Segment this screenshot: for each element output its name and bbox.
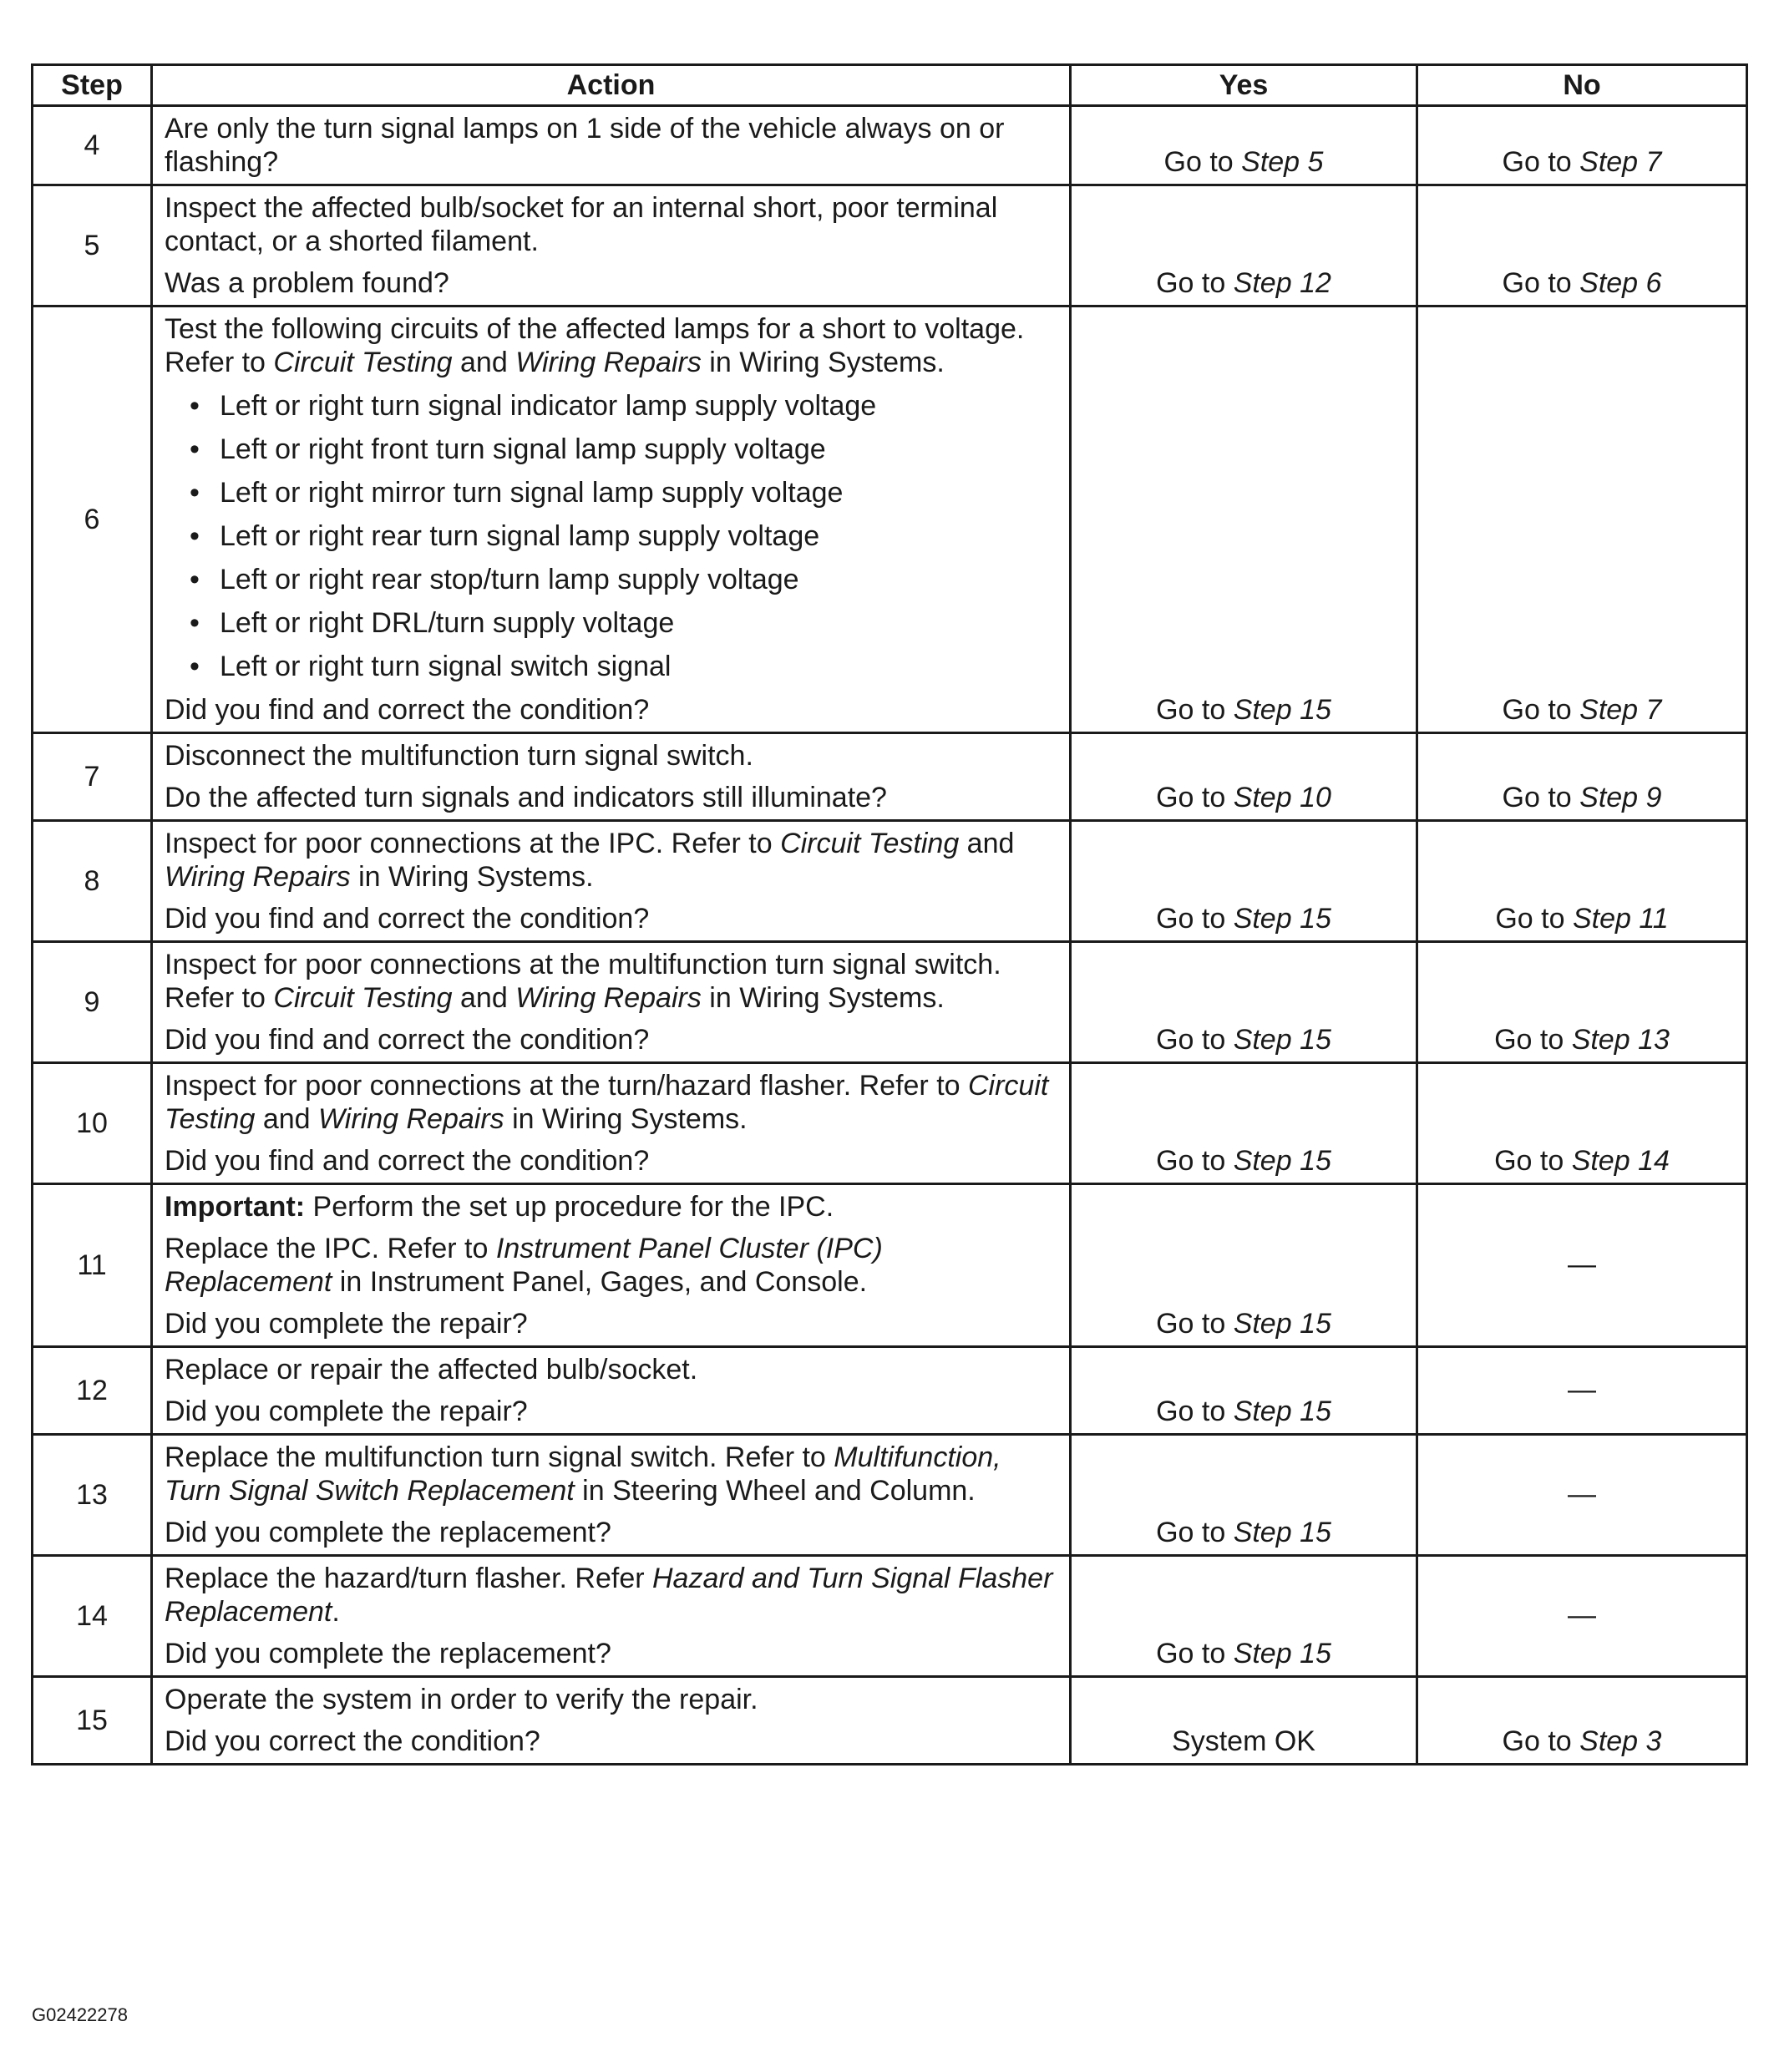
text-segment: Go to: [1502, 267, 1580, 299]
text-segment: Go to: [1494, 1024, 1572, 1056]
text-segment: Do the affected turn signals and indicators still illuminate?: [165, 782, 887, 813]
yes-cell: [1071, 1677, 1417, 1765]
text-segment: Operate the system in order to verify the repair.: [165, 1684, 758, 1715]
circuit-list: [165, 389, 1057, 683]
action-paragraph: [165, 1353, 1057, 1386]
reference-text: Instrument Panel Cluster (IPC) Replacement: [165, 1233, 883, 1298]
table-row: [33, 733, 1747, 821]
step-number: 4: [33, 106, 152, 185]
reference-text: Step 15: [1233, 1396, 1331, 1427]
list-item: • Left or right front turn signal lamp supply voltage: [190, 433, 1057, 466]
action-paragraph: [165, 948, 1057, 1015]
no-cell: [1417, 185, 1747, 306]
text-segment: in Wiring Systems.: [701, 347, 945, 378]
action-paragraph: [165, 312, 1057, 379]
action-cell: [152, 733, 1071, 821]
step-number: 9: [33, 942, 152, 1063]
table-row: [33, 185, 1747, 306]
text-segment: Did you find and correct the condition?: [165, 1024, 650, 1056]
text-segment: Replace the IPC. Refer to: [165, 1233, 496, 1264]
no-cell: [1417, 1347, 1747, 1435]
reference-text: Step 12: [1233, 267, 1331, 299]
reference-text: Step 14: [1571, 1145, 1670, 1177]
text-segment: —: [1568, 1478, 1596, 1510]
action-paragraph: [165, 1069, 1057, 1136]
header-yes: Yes: [1071, 65, 1417, 106]
action-paragraph: [165, 827, 1057, 894]
yes-cell: [1071, 1347, 1417, 1435]
text-segment: Go to: [1495, 903, 1573, 935]
action-paragraph: [165, 191, 1057, 258]
no-cell: [1417, 1063, 1747, 1184]
reference-text: Wiring Repairs: [515, 347, 702, 378]
reference-text: Step 7: [1579, 146, 1662, 178]
text-segment: Inspect the affected bulb/socket for an internal short, poor terminal contact, or a shorted filament.: [165, 192, 998, 257]
step-number: 10: [33, 1063, 152, 1184]
yes-cell: [1071, 942, 1417, 1063]
text-segment: Go to: [1156, 694, 1234, 726]
reference-text: Step 9: [1579, 782, 1662, 813]
action-cell: [152, 1063, 1071, 1184]
action-cell: [152, 1677, 1071, 1765]
yes-cell: [1071, 185, 1417, 306]
text-segment: —: [1568, 1374, 1596, 1406]
reference-text: Circuit Testing: [273, 982, 453, 1014]
text-segment: and: [452, 347, 516, 378]
action-cell: [152, 1556, 1071, 1677]
text-segment: Did you correct the condition?: [165, 1725, 540, 1757]
action-cell: [152, 106, 1071, 185]
action-paragraph: [165, 781, 1057, 814]
text-segment: —: [1568, 1599, 1596, 1631]
action-paragraph: [165, 266, 1057, 300]
reference-text: Multifunction, Turn Signal Switch Replacement: [165, 1441, 1001, 1507]
reference-text: Step 15: [1233, 903, 1331, 935]
list-item: • Left or right rear turn signal lamp supply voltage: [190, 519, 1057, 553]
text-segment: Go to: [1156, 267, 1234, 299]
figure-id: G02422278: [32, 2004, 128, 2025]
yes-cell: [1071, 306, 1417, 733]
step-number: 14: [33, 1556, 152, 1677]
table-row: [33, 942, 1747, 1063]
text-segment: Perform the set up procedure for the IPC.: [305, 1191, 834, 1223]
step-number: 12: [33, 1347, 152, 1435]
action-cell: [152, 185, 1071, 306]
text-segment: in Steering Wheel and Column.: [574, 1475, 976, 1507]
reference-text: Step 5: [1241, 146, 1324, 178]
list-item: • Left or right turn signal indicator lamp supply voltage: [190, 389, 1057, 423]
text-segment: Go to: [1156, 1517, 1234, 1548]
text-segment: .: [332, 1596, 340, 1628]
table-row: [33, 1347, 1747, 1435]
action-cell: [152, 821, 1071, 942]
reference-text: Step 6: [1579, 267, 1662, 299]
emphasis-text: Important:: [165, 1191, 306, 1223]
reference-text: Circuit Testing: [273, 347, 453, 378]
text-segment: Replace or repair the affected bulb/socket.: [165, 1354, 698, 1386]
text-segment: and: [452, 982, 516, 1014]
action-paragraph: [165, 1232, 1057, 1299]
reference-text: Step 13: [1571, 1024, 1670, 1056]
step-number: 15: [33, 1677, 152, 1765]
header-no: No: [1417, 65, 1747, 106]
action-paragraph: [165, 1190, 1057, 1223]
text-segment: Are only the turn signal lamps on 1 side of the vehicle always on or flashing?: [165, 113, 1005, 178]
action-paragraph: [165, 1562, 1057, 1629]
text-segment: in Wiring Systems.: [504, 1103, 748, 1135]
text-segment: —: [1568, 1249, 1596, 1280]
text-segment: Go to: [1156, 782, 1234, 813]
table-row: [33, 306, 1747, 733]
text-segment: Did you complete the replacement?: [165, 1517, 611, 1548]
yes-cell: [1071, 1435, 1417, 1556]
yes-cell: [1071, 106, 1417, 185]
action-cell: [152, 942, 1071, 1063]
step-number: 13: [33, 1435, 152, 1556]
list-item: • Left or right rear stop/turn lamp supply voltage: [190, 563, 1057, 596]
action-paragraph: [165, 1144, 1057, 1178]
text-segment: in Wiring Systems.: [701, 982, 945, 1014]
text-segment: in Instrument Panel, Gages, and Console.: [332, 1266, 868, 1298]
text-segment: Test the following circuits of the affected lamps for a short to voltage. Refer to: [165, 313, 1025, 378]
text-segment: Go to: [1156, 1396, 1234, 1427]
action-paragraph: [165, 1441, 1057, 1507]
no-cell: [1417, 1435, 1747, 1556]
action-cell: [152, 306, 1071, 733]
no-cell: [1417, 942, 1747, 1063]
no-cell: [1417, 821, 1747, 942]
reference-text: Step 11: [1572, 903, 1669, 935]
text-segment: Did you complete the repair?: [165, 1308, 528, 1340]
text-segment: Inspect for poor connections at the turn/hazard flasher. Refer to: [165, 1070, 968, 1102]
table-row: [33, 1435, 1747, 1556]
text-segment: Go to: [1156, 1145, 1234, 1177]
header-step: Step: [33, 65, 152, 106]
yes-cell: [1071, 733, 1417, 821]
text-segment: Go to: [1494, 1145, 1572, 1177]
no-cell: [1417, 1556, 1747, 1677]
reference-text: Step 15: [1233, 1517, 1331, 1548]
diagnostic-table: [31, 63, 1748, 1766]
header-action: Action: [152, 65, 1071, 106]
text-segment: Replace the multifunction turn signal switch. Refer to: [165, 1441, 834, 1473]
text-segment: Go to: [1156, 903, 1234, 935]
yes-cell: [1071, 1556, 1417, 1677]
no-cell: [1417, 1677, 1747, 1765]
reference-text: Circuit Testing: [165, 1070, 1049, 1135]
list-item: • Left or right mirror turn signal lamp supply voltage: [190, 476, 1057, 509]
action-paragraph: [165, 1725, 1057, 1758]
text-segment: System OK: [1172, 1725, 1315, 1757]
text-segment: Go to: [1502, 782, 1580, 813]
no-cell: [1417, 733, 1747, 821]
step-number: 11: [33, 1184, 152, 1347]
reference-text: Step 15: [1233, 1638, 1331, 1669]
reference-text: Hazard and Turn Signal Flasher Replacement: [165, 1563, 1053, 1628]
action-paragraph: [165, 1395, 1057, 1428]
table-row: [33, 1063, 1747, 1184]
action-cell: [152, 1184, 1071, 1347]
no-cell: [1417, 106, 1747, 185]
text-segment: Disconnect the multifunction turn signal switch.: [165, 740, 753, 772]
table-row: [33, 1677, 1747, 1765]
header-row: [33, 65, 1747, 106]
text-segment: Did you find and correct the condition?: [165, 694, 650, 726]
reference-text: Step 15: [1233, 694, 1331, 726]
reference-text: Wiring Repairs: [165, 861, 351, 893]
reference-text: Step 15: [1233, 1308, 1331, 1340]
table-row: [33, 106, 1747, 185]
reference-text: Wiring Repairs: [318, 1103, 504, 1135]
table-row: [33, 1184, 1747, 1347]
yes-cell: [1071, 821, 1417, 942]
table-header: [33, 65, 1747, 106]
reference-text: Circuit Testing: [780, 828, 960, 859]
text-segment: in Wiring Systems.: [350, 861, 594, 893]
table-row: [33, 821, 1747, 942]
step-number: 8: [33, 821, 152, 942]
action-paragraph: [165, 1683, 1057, 1716]
reference-text: Wiring Repairs: [515, 982, 702, 1014]
text-segment: Did you complete the repair?: [165, 1396, 528, 1427]
reference-text: Step 10: [1233, 782, 1331, 813]
table-row: [33, 1556, 1747, 1677]
action-paragraph: [165, 112, 1057, 179]
text-segment: Go to: [1163, 146, 1242, 178]
text-segment: Inspect for poor connections at the multifunction turn signal switch. Refer to: [165, 949, 1001, 1014]
text-segment: Go to: [1502, 1725, 1580, 1757]
step-number: 6: [33, 306, 152, 733]
no-cell: [1417, 1184, 1747, 1347]
action-paragraph: [165, 693, 1057, 727]
text-segment: Inspect for poor connections at the IPC. Refer to: [165, 828, 781, 859]
list-item: • Left or right DRL/turn supply voltage: [190, 606, 1057, 640]
action-cell: [152, 1435, 1071, 1556]
action-paragraph: [165, 1307, 1057, 1340]
text-segment: and: [255, 1103, 318, 1135]
reference-text: Step 7: [1579, 694, 1662, 726]
text-segment: Did you find and correct the condition?: [165, 903, 650, 935]
text-segment: Go to: [1156, 1024, 1234, 1056]
text-segment: Did you complete the replacement?: [165, 1638, 611, 1669]
reference-text: Step 15: [1233, 1024, 1331, 1056]
action-paragraph: [165, 1516, 1057, 1549]
list-item: • Left or right turn signal switch signal: [190, 650, 1057, 683]
text-segment: Go to: [1502, 694, 1580, 726]
action-paragraph: [165, 739, 1057, 773]
action-paragraph: [165, 1637, 1057, 1670]
action-cell: [152, 1347, 1071, 1435]
text-segment: Was a problem found?: [165, 267, 449, 299]
action-paragraph: [165, 902, 1057, 935]
reference-text: Step 3: [1579, 1725, 1662, 1757]
no-cell: [1417, 306, 1747, 733]
yes-cell: [1071, 1184, 1417, 1347]
text-segment: Did you find and correct the condition?: [165, 1145, 650, 1177]
step-number: 7: [33, 733, 152, 821]
table-body: [33, 106, 1747, 1765]
text-segment: Go to: [1156, 1638, 1234, 1669]
reference-text: Step 15: [1233, 1145, 1331, 1177]
action-paragraph: [165, 1023, 1057, 1056]
text-segment: and: [959, 828, 1015, 859]
text-segment: Go to: [1502, 146, 1580, 178]
step-number: 5: [33, 185, 152, 306]
text-segment: Replace the hazard/turn flasher. Refer: [165, 1563, 652, 1594]
text-segment: Go to: [1156, 1308, 1234, 1340]
yes-cell: [1071, 1063, 1417, 1184]
